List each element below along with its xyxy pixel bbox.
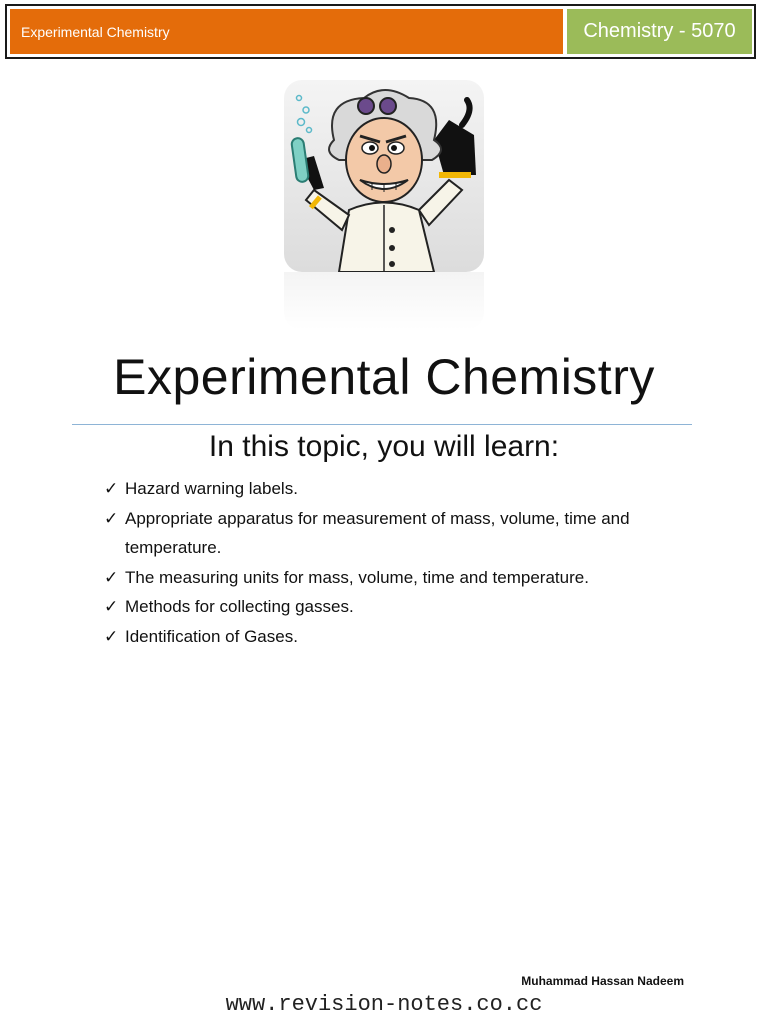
checkmark-icon: ✓	[104, 479, 119, 498]
checkmark-icon: ✓	[104, 508, 119, 528]
checkmark-icon: ✓	[104, 567, 119, 587]
header-subject-code: Chemistry - 5070	[583, 20, 736, 42]
page-title: Experimental Chemistry	[113, 349, 655, 405]
learning-outcomes-list	[104, 474, 684, 651]
mad-scientist-icon	[284, 80, 484, 272]
author-name: Muhammad Hassan Nadeem	[521, 974, 684, 988]
list-item-text: Appropriate apparatus for measurement of mass, volume, time and temperature.	[125, 508, 630, 557]
list-item	[104, 504, 684, 563]
topic-intro-heading: In this topic, you will learn:	[208, 430, 560, 463]
website-url[interactable]: www.revision-notes.co.cc	[225, 992, 543, 1017]
header-subject-banner	[567, 9, 752, 54]
list-item	[104, 592, 684, 622]
list-item-text: Identification of Gases.	[125, 626, 298, 646]
list-item-text: Hazard warning labels.	[125, 479, 298, 498]
checkmark-icon: ✓	[104, 597, 119, 616]
header-topic-banner	[10, 9, 563, 54]
header-bar	[5, 4, 756, 59]
header-topic-title: Experimental Chemistry	[21, 23, 170, 40]
list-item	[104, 474, 684, 504]
list-item	[104, 563, 684, 593]
title-divider	[72, 424, 692, 425]
mad-scientist-illustration	[284, 80, 484, 330]
list-item-text: The measuring units for mass, volume, time and temperature.	[125, 567, 589, 587]
illustration-reflection	[284, 272, 484, 330]
list-item	[104, 622, 684, 652]
list-item-text: Methods for collecting gasses.	[125, 597, 354, 616]
checkmark-icon: ✓	[104, 626, 119, 646]
